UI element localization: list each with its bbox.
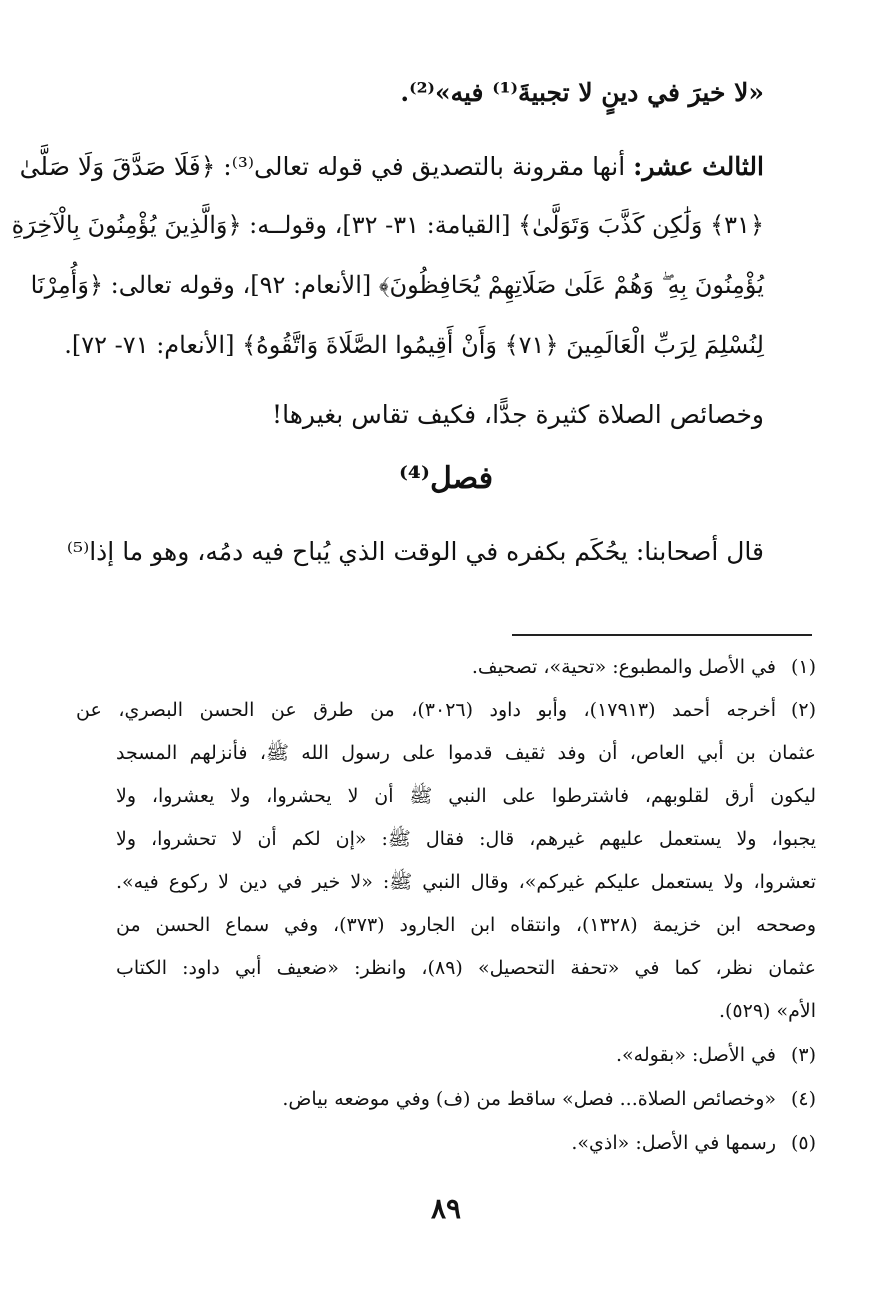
paragraph-line: ﴿٣١﴾ وَلَٰكِن كَذَّبَ وَتَوَلَّىٰ﴾ [القيامة: ٣١- ٣٢]، وقولــه: ﴿وَالَّذِينَ يُؤْمِنُونَ بِالْآخِرَةِ bbox=[11, 211, 764, 239]
footnote-item bbox=[76, 1040, 816, 1070]
footnote-text: عثمان بن أبي العاص، أن وفد ثقيف قدموا على رسول الله ﷺ، فأنزلهم المسجد bbox=[116, 742, 816, 764]
paragraph-text: أنها مقرونة بالتصديق في قوله تعالى⁽³⁾: ﴿فَلَا صَدَّقَ وَلَا صَلَّىٰ bbox=[19, 152, 626, 181]
footnote-text: عثمان نظر، كما في «تحفة التحصيل» (٨٩)، وانظر: «ضعيف أبي داود: الكتاب bbox=[116, 957, 816, 979]
footnote-text: أخرجه أحمد (١٧٩١٣)، وأبو داود (٣٠٢٦)، من طرق عن الحسن البصري، عن bbox=[76, 699, 776, 721]
footnote-text: رسمها في الأصل: «اذي». bbox=[571, 1132, 776, 1154]
footnote-text: الأم» (٥٢٩). bbox=[718, 1000, 816, 1022]
footnote-number: (٥) bbox=[790, 1132, 816, 1154]
page-number: ٨٩ bbox=[430, 1192, 462, 1225]
footnote-item bbox=[76, 695, 816, 725]
footnote-text: في الأصل والمطبوع: «تحية»، تصحيف. bbox=[471, 656, 776, 678]
footnote-number: (٣) bbox=[790, 1044, 816, 1066]
footnote-text: في الأصل: «بقوله». bbox=[615, 1044, 776, 1066]
paragraph-lead: الثالث عشر: bbox=[633, 152, 764, 181]
footnote-item bbox=[76, 652, 816, 682]
paragraph-line: قال أصحابنا: يحُكَم بكفره في الوقت الذي يُباح فيه دمُه، وهو ما إذا⁽⁵⁾ bbox=[66, 537, 764, 566]
section-title: فصل⁽⁴⁾ bbox=[398, 461, 494, 496]
footnote-text: «وخصائص الصلاة... فصل» ساقط من (ف) وفي موضعه بياض. bbox=[282, 1088, 776, 1110]
footnote-number: (٤) bbox=[790, 1088, 816, 1110]
footnote-number: (١) bbox=[790, 656, 816, 678]
footnote-text: يجبوا، ولا يستعمل عليهم غيرهم، قال: فقال ﷺ: «إن لكم أن لا تحشروا، ولا bbox=[116, 828, 816, 850]
paragraph-line: وخصائص الصلاة كثيرة جدًّا، فكيف تقاس بغيرها! bbox=[272, 400, 764, 429]
footnote-number: (٢) bbox=[790, 699, 816, 721]
paragraph-line: لِنُسْلِمَ لِرَبِّ الْعَالَمِينَ ﴿٧١﴾ وَأَنْ أَقِيمُوا الصَّلَاةَ وَاتَّقُوهُ﴾ [الأنعام: ٧١- ٧٢]. bbox=[64, 331, 764, 359]
footnote-text: ليكون أرق لقلوبهم، فاشترطوا على النبي ﷺ أن لا يحشروا، ولا يعشروا، ولا bbox=[116, 785, 816, 807]
paragraph-line: يُؤْمِنُونَ بِهِ ۖ وَهُمْ عَلَىٰ صَلَاتِهِمْ يُحَافِظُونَ﴾ [الأنعام: ٩٢]، وقوله تعالى: ﴿وَأُمِرْنَا bbox=[30, 271, 764, 299]
hadith-line: «لا خيرَ في دينٍ لا تجبيةَ⁽¹⁾ فيه»⁽²⁾. bbox=[400, 78, 764, 107]
footnote-item bbox=[76, 1084, 816, 1114]
footnote-text: وصححه ابن خزيمة (١٣٢٨)، وانتقاه ابن الجارود (٣٧٣)، وفي سماع الحسن من bbox=[116, 914, 816, 936]
footnote-item bbox=[76, 1128, 816, 1158]
footnote-text: تعشروا، ولا يستعمل عليكم غيركم»، وقال النبي ﷺ: «لا خير في دين لا ركوع فيه». bbox=[116, 871, 816, 893]
footnote-divider bbox=[512, 634, 812, 636]
paragraph-line bbox=[19, 150, 764, 184]
